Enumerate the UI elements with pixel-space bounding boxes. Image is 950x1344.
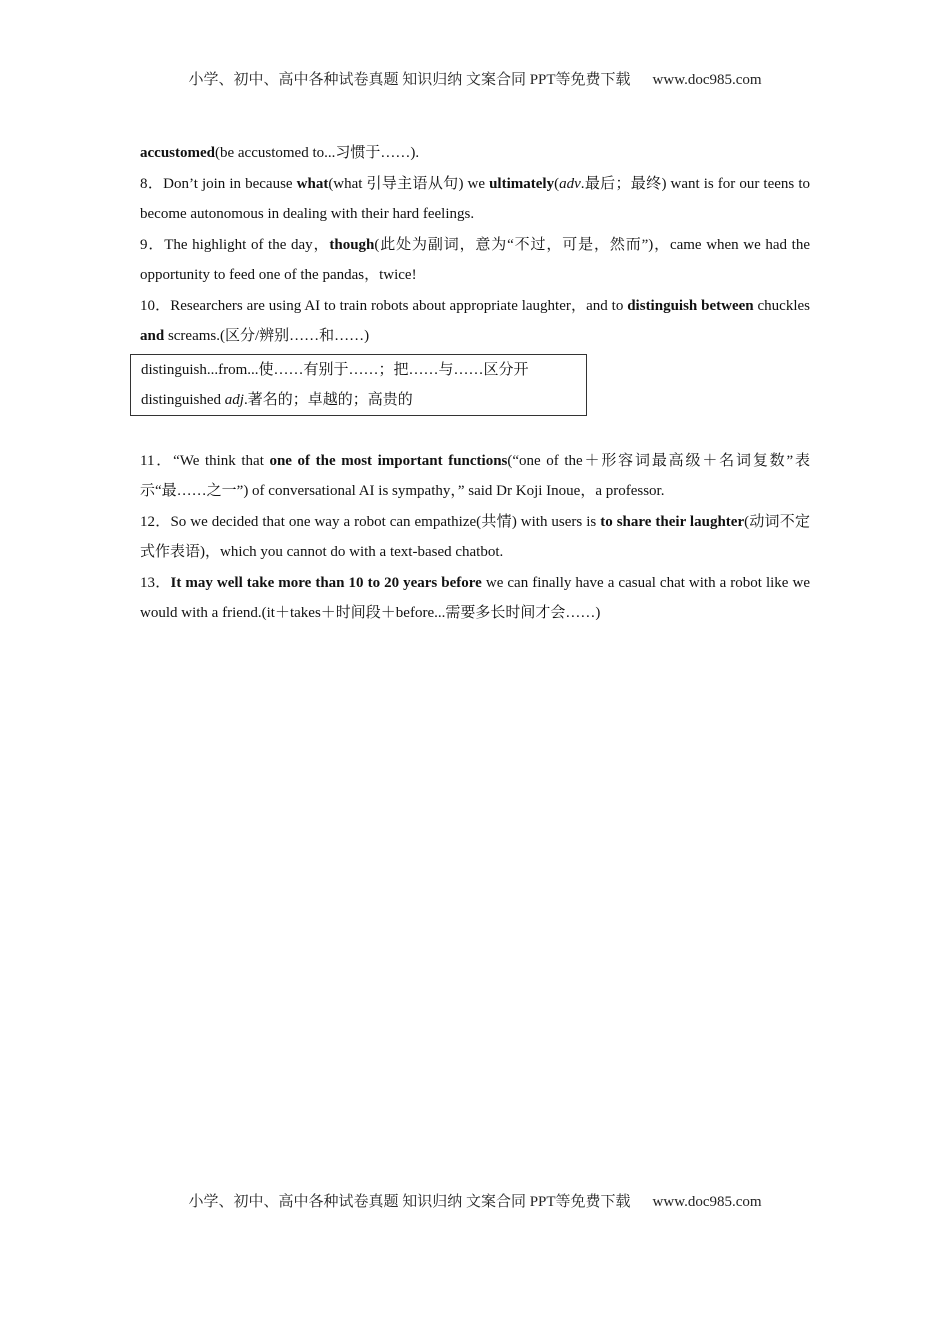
bold-term: ultimately	[489, 175, 555, 192]
paragraph-text: (动词不定式作表语)，which you cannot do with a text-based chatbot.	[140, 513, 811, 560]
header-text: 小学、初中、高中各种试卷真题 知识归纳 文案合同 PPT等免费下载	[188, 72, 631, 88]
paragraph-10	[140, 291, 810, 352]
paragraph-text: screams.(区分/辨别……和……)	[164, 328, 370, 344]
paragraph-text: (此处为副词，意为“不过，可是，然而”)，came when we had the opportunity to feed one of the pandas，twice!	[140, 236, 810, 283]
paragraph-8	[140, 169, 810, 230]
note-text: distinguished	[141, 391, 225, 408]
page-header	[0, 68, 950, 89]
paragraph-7-continuation	[140, 138, 810, 169]
paragraph-13	[140, 568, 810, 629]
paragraph-text: (“one of the＋形容词最高级＋名词复数”表示“最……之一”) of conversational AI is sympathy，” said Dr Koji Inoue，a professor.	[140, 452, 810, 499]
header-site: www.doc985.com	[652, 72, 762, 88]
paragraph-9	[140, 230, 810, 291]
item-number: 9．	[140, 236, 165, 253]
paragraph-text: .最后；最终) want is for our teens to become autonomous in dealing with their hard feelings.	[140, 175, 810, 222]
paragraph-text: Don’t join in because	[163, 175, 297, 192]
paragraph-text: The highlight of the day，	[164, 236, 330, 253]
italic-term: adv	[559, 175, 581, 192]
paragraph-text: So we decided that one way a robot can empathize(共情) with users is	[170, 513, 601, 530]
bold-term: distinguish between	[627, 297, 754, 314]
bold-term: accustomed	[140, 145, 215, 161]
item-number: 12．	[140, 513, 171, 530]
paragraph-text: chuckles	[753, 297, 810, 314]
note-line-2	[131, 385, 586, 415]
vocabulary-note-box	[130, 354, 587, 416]
bold-term: It may well take more than 10 to 20 years before	[170, 574, 482, 591]
paragraph-11	[140, 446, 810, 507]
paragraph-12	[140, 507, 810, 568]
item-number: 10．	[140, 297, 171, 314]
paragraph-text: (what 引导主语从句) we	[328, 175, 490, 192]
bold-term: one of the most important functions	[269, 452, 508, 469]
note-text: .著名的；卓越的；高贵的	[243, 391, 413, 408]
paragraph-text: “We think that	[173, 452, 270, 469]
page-footer	[0, 1190, 950, 1211]
footer-text: 小学、初中、高中各种试卷真题 知识归纳 文案合同 PPT等免费下载	[188, 1194, 631, 1210]
paragraph-text: Researchers are using AI to train robots about appropriate laughter，and to	[170, 297, 628, 314]
paragraph-text: (	[554, 175, 560, 192]
bold-term: though	[329, 236, 375, 253]
document-body	[140, 138, 810, 629]
item-number: 8．	[140, 175, 164, 192]
paragraph-text: we can finally have a casual chat with a robot like we would with a friend.(it＋takes＋时间段＋before...需要多长时间才会……)	[140, 574, 810, 621]
bold-term: what	[296, 175, 329, 192]
footer-site: www.doc985.com	[652, 1194, 762, 1210]
item-number: 13．	[140, 574, 171, 591]
item-number: 11．	[140, 452, 174, 469]
note-line-1: distinguish...from...使……有别于……；把……与……区分开	[141, 361, 529, 378]
bold-term: to share their laughter	[600, 513, 745, 530]
bold-term: and	[140, 328, 165, 344]
italic-term: adj	[224, 391, 244, 408]
paragraph-text: (be accustomed to...习惯于……).	[215, 145, 420, 161]
